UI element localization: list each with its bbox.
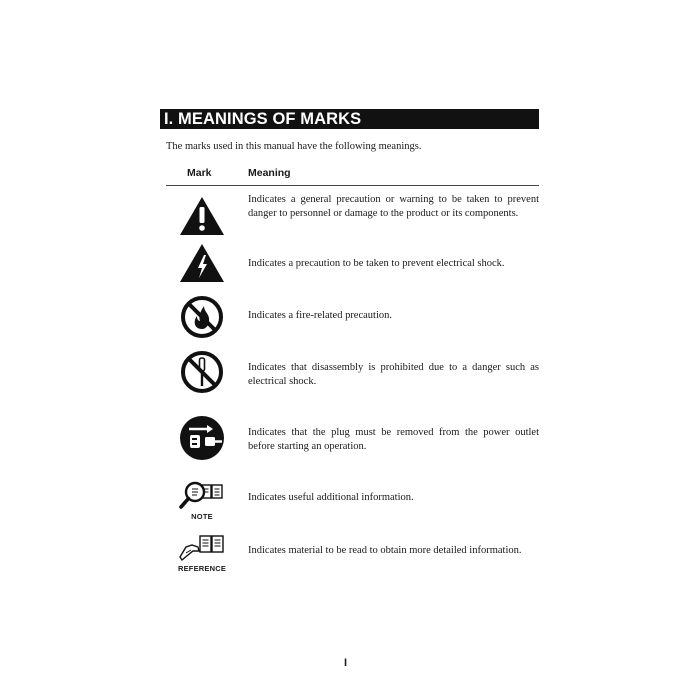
mark-meaning-text: Indicates a fire-related precaution.: [248, 310, 393, 321]
electric-shock-icon: [179, 243, 225, 283]
mark-meaning-text: Indicates material to be read to obtain more detailed information.: [248, 545, 522, 556]
section-title: I. MEANINGS OF MARKS: [164, 110, 362, 128]
mark-meaning-text: Indicates useful additional information.: [248, 492, 414, 503]
column-header-mark: Mark: [187, 167, 212, 179]
mark-meaning-text: Indicates that disassembly is prohibited due to a danger such as electrical shock.: [248, 362, 539, 387]
note-icon: [178, 481, 226, 511]
intro-text: The marks used in this manual have the following meanings.: [166, 141, 422, 152]
page-number: I: [344, 657, 348, 669]
no-disassembly-icon: [180, 350, 224, 394]
note-icon-caption: NOTE: [191, 512, 213, 521]
mark-meaning-text: Indicates that the plug must be removed from the power outlet before starting an operation.: [248, 427, 539, 452]
reference-icon: [176, 533, 228, 563]
no-fire-icon: [180, 295, 224, 339]
mark-meaning-text: Indicates a precaution to be taken to prevent electrical shock.: [248, 258, 505, 269]
mark-meaning-text: Indicates a general precaution or warning to be taken to prevent danger to personnel or damage to the product or its components.: [248, 194, 539, 219]
header-divider: [166, 185, 539, 186]
reference-icon-caption: REFERENCE: [177, 564, 227, 573]
caution-triangle-icon: [179, 196, 225, 236]
column-header-meaning: Meaning: [248, 167, 291, 179]
unplug-icon: [177, 413, 227, 463]
section-banner: [160, 109, 539, 129]
